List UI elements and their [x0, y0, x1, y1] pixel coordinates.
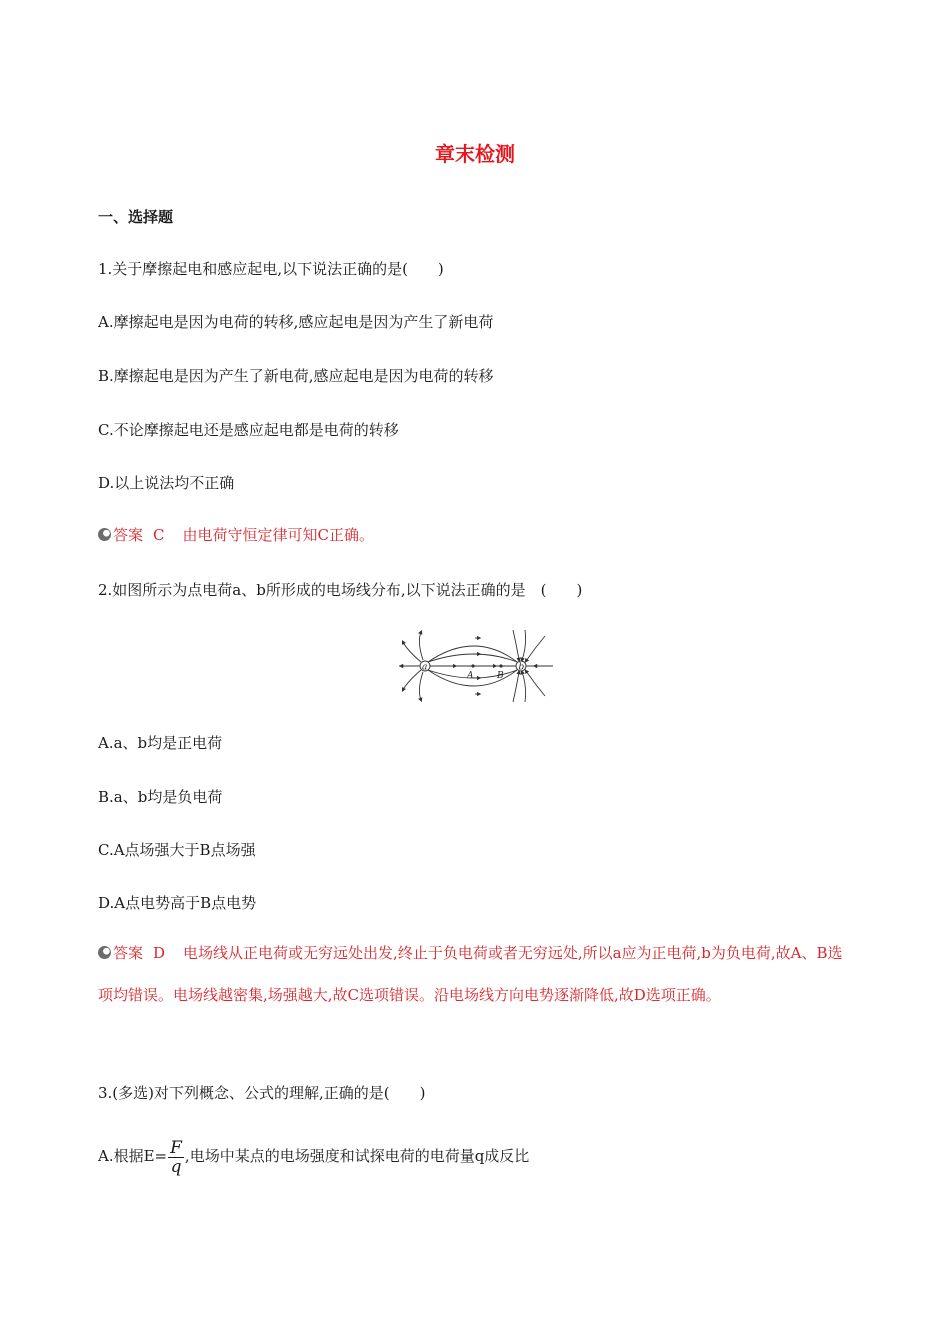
question-2-stem: 2.如图所示为点电荷a、b所形成的电场线分布,以下说法正确的是 ( ): [98, 581, 583, 599]
label-point-B: B: [497, 671, 504, 681]
page-title: 章末检测: [435, 142, 515, 166]
question-1-stem: 1.关于摩擦起电和感应起电,以下说法正确的是( ): [98, 260, 444, 278]
option-a-prefix: A.根据E=: [98, 1147, 168, 1165]
option-a-suffix: ,电场中某点的电场强度和试探电荷的电荷量q成反比: [184, 1147, 530, 1165]
question-1-option-b: B.摩擦起电是因为产生了新电荷,感应起电是因为电荷的转移: [98, 367, 494, 385]
fraction-denominator: q: [170, 1156, 182, 1177]
section-heading: 一、选择题: [98, 208, 174, 226]
electric-field-lines-diagram: [395, 628, 555, 704]
fraction-F-over-q: [168, 1139, 184, 1176]
question-1-option-a: A.摩擦起电是因为电荷的转移,感应起电是因为产生了新电荷: [98, 313, 494, 331]
question-2-option-d: D.A点电势高于B点电势: [98, 894, 257, 912]
question-2-option-c: C.A点场强大于B点场强: [98, 841, 256, 859]
answer-label: 答案: [113, 944, 144, 962]
answer-explanation: 由电荷守恒定律可知C正确。: [182, 526, 374, 544]
answer-explanation: 电场线从正电荷或无穷远处出发,终止于负电荷或者无穷远处,所以a应为正电荷,b为负电荷,故A、B选项均错误。电场线越密集,场强越大,故C选项错误。沿电场线方向电势逐渐降低,故D选项正确。: [98, 944, 843, 1004]
question-1-answer: [98, 525, 374, 545]
question-2-answer: [98, 932, 843, 1016]
question-1-option-c: C.不论摩擦起电还是感应起电都是电荷的转移: [98, 421, 399, 439]
point-B-dot: [499, 664, 502, 667]
answer-icon: [98, 528, 111, 541]
answer-icon: [98, 946, 111, 959]
label-point-A: A: [467, 671, 474, 681]
answer-label: 答案: [113, 526, 144, 544]
question-2-option-b: B.a、b均是负电荷: [98, 788, 223, 806]
question-1-option-d: D.以上说法均不正确: [98, 474, 235, 492]
label-charge-a: a: [422, 662, 428, 673]
question-3-option-a: [98, 1136, 529, 1176]
label-charge-b: b: [518, 662, 525, 673]
question-2-option-a: A.a、b均是正电荷: [98, 734, 223, 752]
point-A-dot: [471, 664, 474, 667]
question-3-stem: 3.(多选)对下列概念、公式的理解,正确的是( ): [98, 1084, 426, 1102]
answer-key: D: [153, 944, 166, 962]
answer-key: C: [153, 526, 165, 544]
fraction-numerator: F: [170, 1137, 182, 1158]
